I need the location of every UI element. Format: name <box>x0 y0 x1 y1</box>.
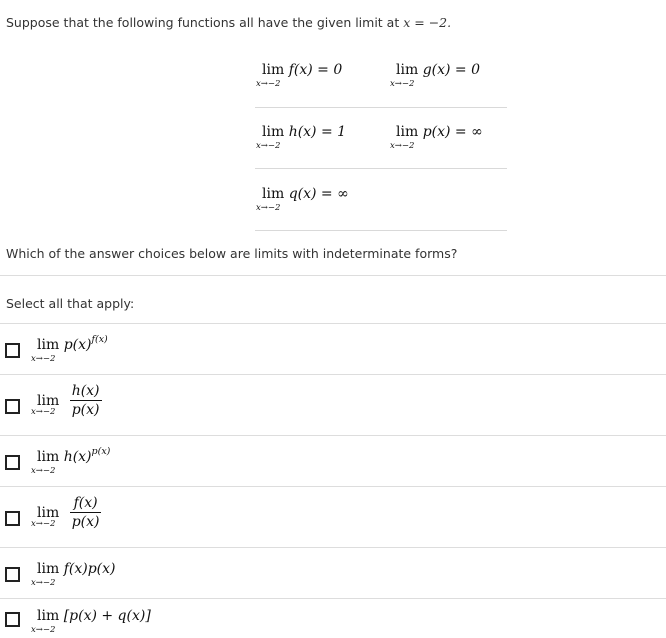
lim-word: lim <box>37 561 60 577</box>
limit-subscript: x→−2 <box>256 203 281 213</box>
intro-sentence: Suppose that the following functions all have the given limit at <box>6 15 400 30</box>
choice-expression <box>31 561 116 588</box>
checkbox[interactable] <box>5 511 20 526</box>
limit-subscript: x→−2 <box>256 141 281 151</box>
given-limit-g <box>390 62 481 89</box>
answer-choice-1[interactable] <box>0 324 666 374</box>
lim-word: lim <box>262 186 285 202</box>
lim-word: lim <box>37 337 60 353</box>
given-limit-p <box>390 124 483 151</box>
choice-expression <box>31 608 151 635</box>
lim-word: lim <box>262 62 285 78</box>
given-limit-q <box>256 186 349 213</box>
numerator: h(x) <box>71 383 100 399</box>
checkbox[interactable] <box>5 567 20 582</box>
given-limit-f <box>256 62 343 89</box>
select-all-label: Select all that apply: <box>6 296 135 311</box>
answer-choice-3[interactable] <box>0 436 666 486</box>
divider <box>0 275 666 276</box>
choice-expression <box>31 383 102 418</box>
limit-subscript: x→−2 <box>390 79 415 89</box>
answer-choice-4[interactable] <box>0 487 666 547</box>
limit-subscript: x→−2 <box>256 79 281 89</box>
answer-choice-6[interactable] <box>0 599 666 638</box>
limit-expression: q(x) = ∞ <box>288 186 349 202</box>
limit-expression: p(x) = ∞ <box>422 124 483 140</box>
checkbox[interactable] <box>5 343 20 358</box>
choice-expression <box>31 495 101 530</box>
given-limit-h <box>256 124 347 151</box>
question-text: Which of the answer choices below are limits with indeterminate forms? <box>6 246 458 261</box>
checkbox[interactable] <box>5 399 20 414</box>
answer-choice-2[interactable] <box>0 375 666 435</box>
limit-subscript: x→−2 <box>31 466 56 476</box>
numerator: f(x) <box>70 495 102 513</box>
denominator: p(x) <box>71 402 100 418</box>
divider <box>255 168 507 169</box>
expr-body: f(x)p(x) <box>63 561 116 577</box>
fraction <box>70 383 102 418</box>
limit-expression: g(x) = 0 <box>422 62 481 78</box>
lim-word: lim <box>396 124 419 140</box>
checkbox[interactable] <box>5 455 20 470</box>
divider <box>255 230 507 231</box>
limit-subscript: x→−2 <box>31 518 56 529</box>
answer-choice-5[interactable] <box>0 548 666 598</box>
lim-word: lim <box>37 608 60 624</box>
limit-expression: f(x) = 0 <box>288 62 343 78</box>
checkbox[interactable] <box>5 612 20 627</box>
lim-word: lim <box>37 449 60 465</box>
limit-subscript: x→−2 <box>31 578 56 588</box>
fraction <box>70 495 102 530</box>
limit-subscript: x→−2 <box>31 354 56 364</box>
lim-word: lim <box>37 504 60 521</box>
intro-text <box>6 15 451 30</box>
divider <box>255 107 507 108</box>
lim-word: lim <box>37 392 60 409</box>
expr-base: p(x) <box>63 337 92 353</box>
expr-exponent: p(x) <box>91 446 111 457</box>
limit-subscript: x→−2 <box>390 141 415 151</box>
limit-expression: h(x) = 1 <box>288 124 347 140</box>
lim-word: lim <box>262 124 285 140</box>
intro-math: x = −2. <box>403 15 452 30</box>
choice-expression <box>31 446 111 476</box>
choice-expression <box>31 334 108 364</box>
expr-exponent: f(x) <box>91 334 108 345</box>
lim-word: lim <box>396 62 419 78</box>
limit-subscript: x→−2 <box>31 625 56 635</box>
limit-subscript: x→−2 <box>31 406 56 417</box>
expr-body: [p(x) + q(x)] <box>63 608 151 624</box>
expr-base: h(x) <box>63 449 92 465</box>
denominator: p(x) <box>71 514 100 530</box>
